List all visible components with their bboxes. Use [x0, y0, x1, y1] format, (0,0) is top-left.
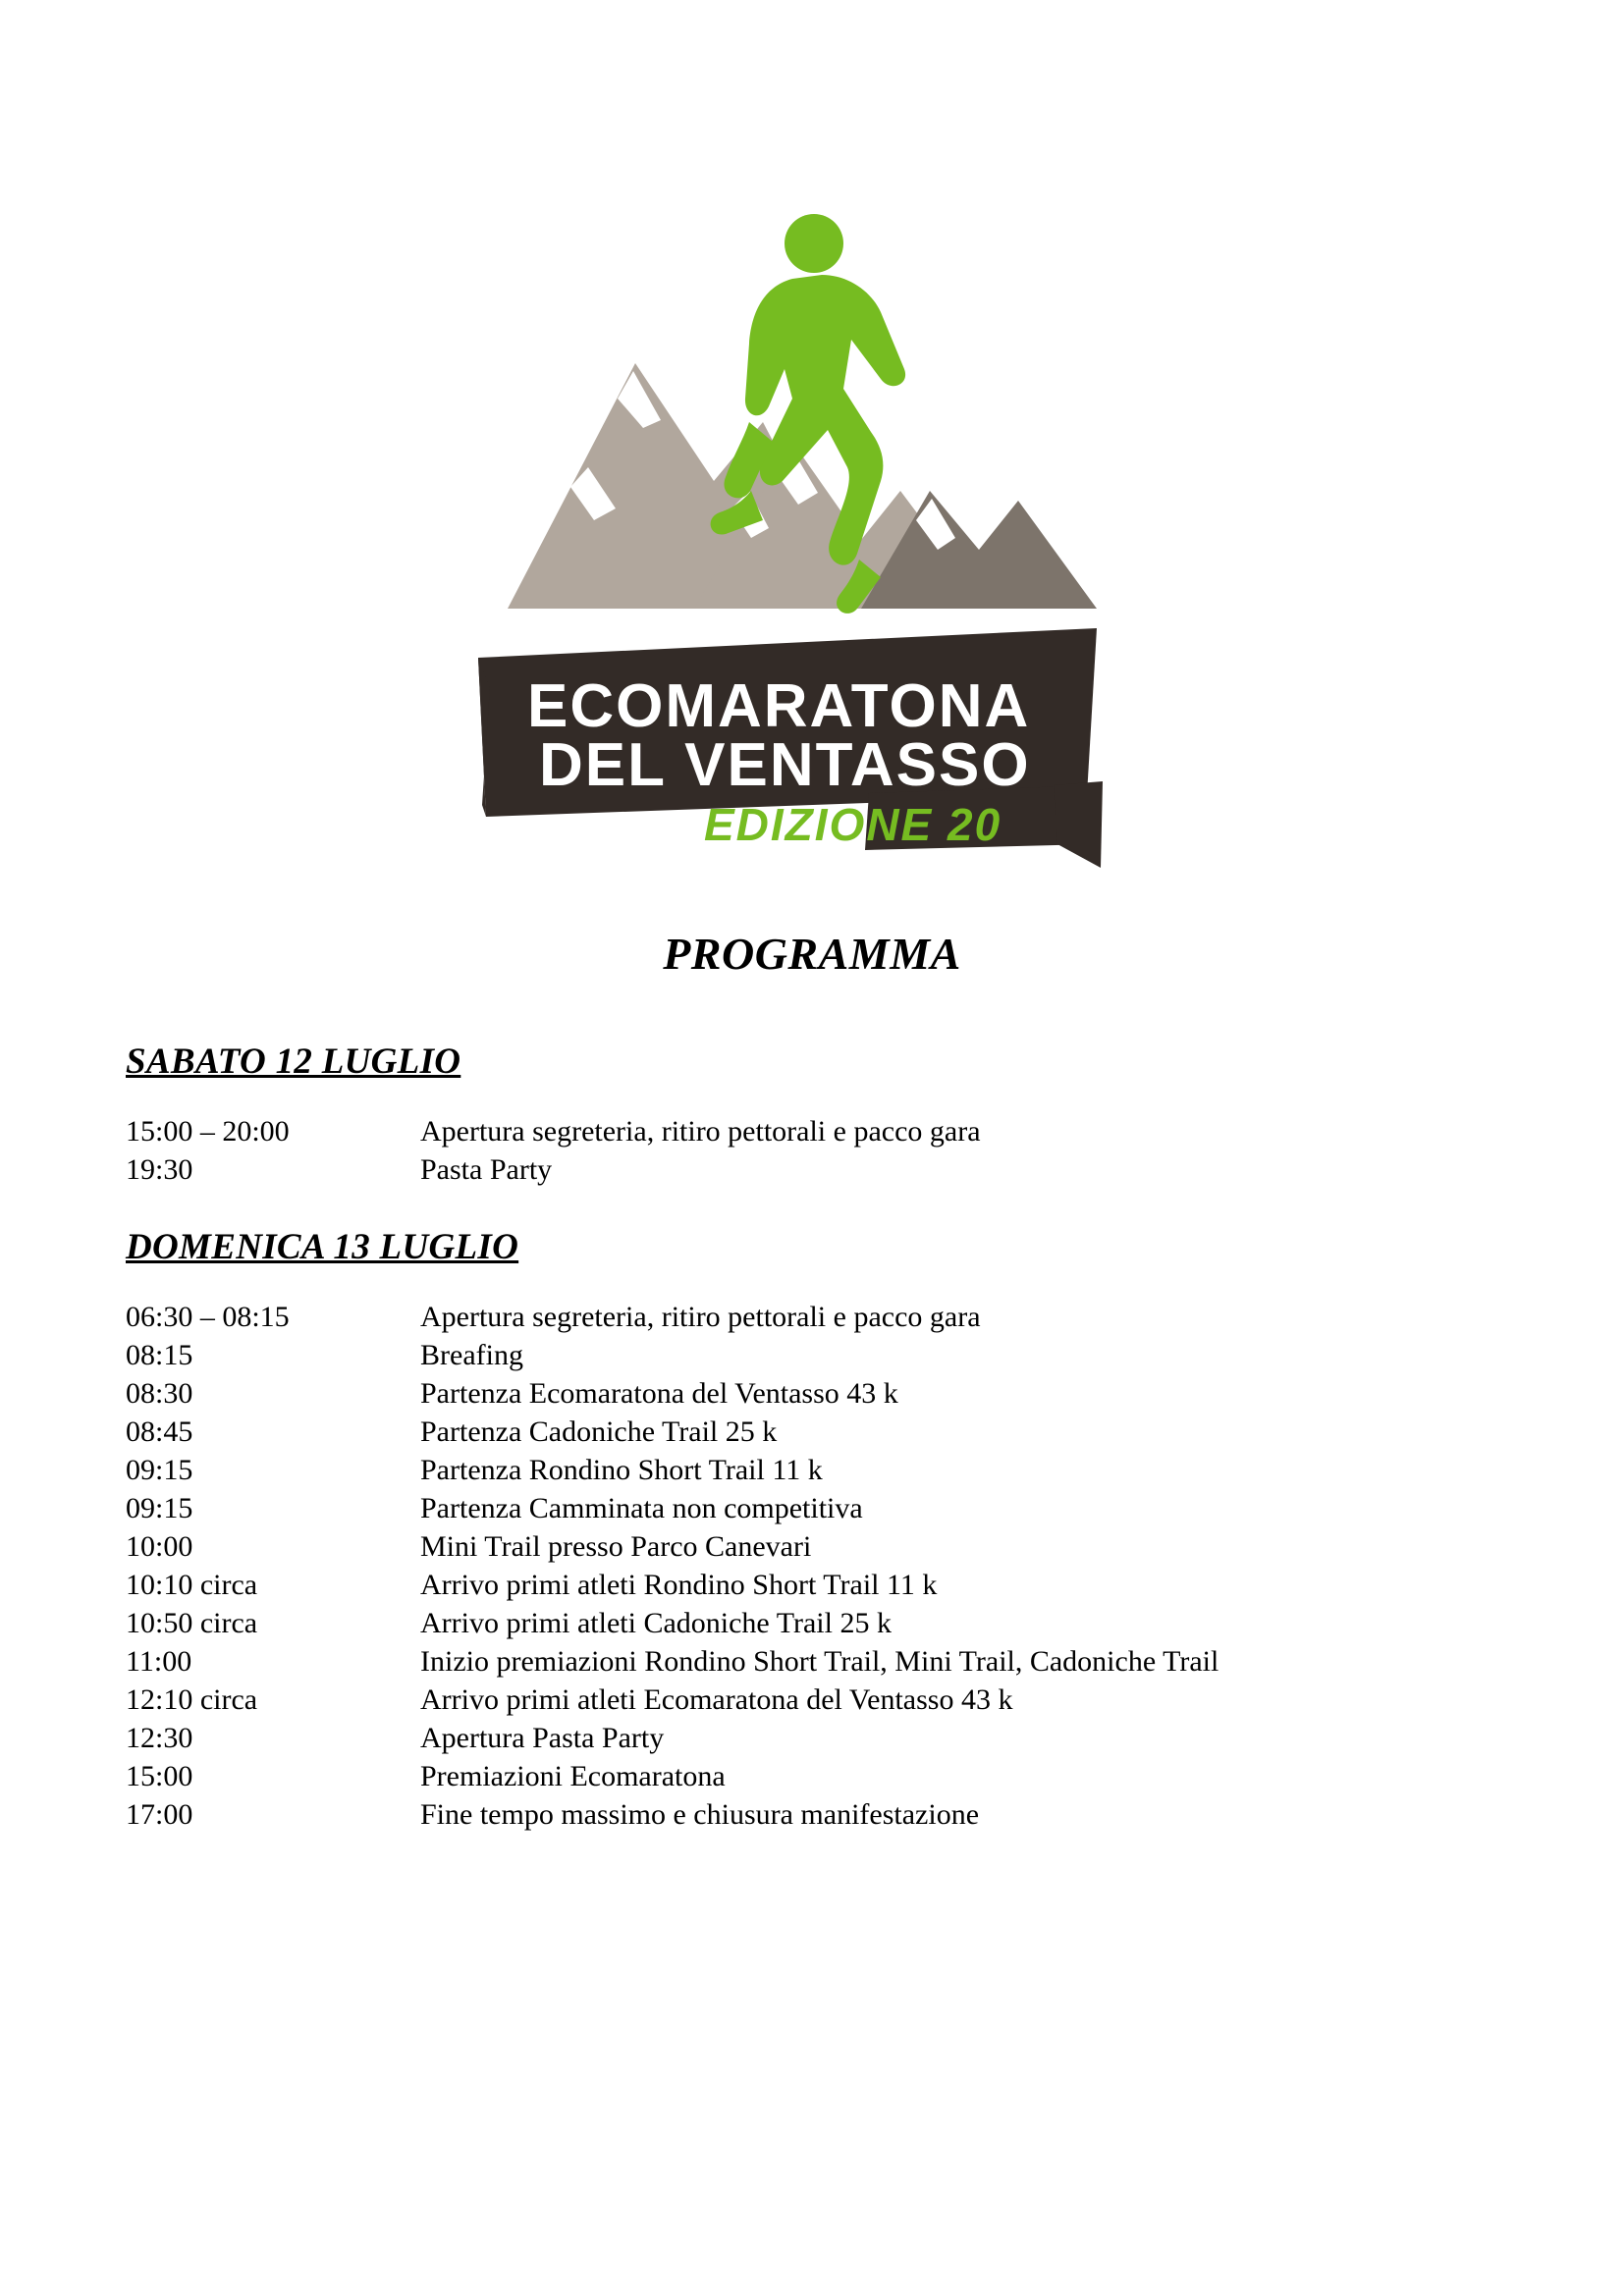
schedule-description: Partenza Ecomaratona del Ventasso 43 k	[420, 1377, 898, 1410]
schedule-time: 08:15	[126, 1339, 193, 1371]
schedule-description: Arrivo primi atleti Rondino Short Trail 11 k	[420, 1569, 938, 1601]
schedule-row	[126, 1374, 1520, 1413]
schedule-row	[126, 1451, 1520, 1489]
schedule-description: Breafing	[420, 1339, 523, 1371]
schedule-time: 09:15	[126, 1454, 193, 1486]
schedule-saturday	[126, 1112, 1520, 1189]
schedule-description: Arrivo primi atleti Ecomaratona del Ventasso 43 k	[420, 1683, 1013, 1716]
schedule-description: Premiazioni Ecomaratona	[420, 1760, 726, 1792]
schedule-row	[126, 1795, 1520, 1834]
schedule-row	[126, 1642, 1520, 1681]
ecomaratona-logo-icon	[468, 196, 1156, 883]
schedule-description: Arrivo primi atleti Cadoniche Trail 25 k	[420, 1607, 892, 1639]
schedule-description: Apertura Pasta Party	[420, 1722, 665, 1754]
schedule-row	[126, 1150, 1520, 1189]
schedule-time: 12:30	[126, 1722, 193, 1754]
schedule-row	[126, 1566, 1520, 1604]
schedule-row	[126, 1604, 1520, 1642]
schedule-description: Partenza Camminata non competitiva	[420, 1492, 863, 1524]
schedule-time: 19:30	[126, 1153, 193, 1186]
schedule-time: 15:00	[126, 1760, 193, 1792]
schedule-description: Apertura segreteria, ritiro pettorali e pacco gara	[420, 1115, 981, 1148]
svg-text:DEL VENTASSO: DEL VENTASSO	[539, 731, 1031, 799]
page-title: PROGRAMMA	[663, 929, 961, 979]
svg-text:ECOMARATONA: ECOMARATONA	[527, 672, 1031, 740]
schedule-description: Partenza Rondino Short Trail 11 k	[420, 1454, 823, 1486]
day-heading-sunday: DOMENICA 13 LUGLIO	[126, 1227, 519, 1267]
schedule-time: 10:00	[126, 1530, 193, 1563]
schedule-time: 11:00	[126, 1645, 192, 1678]
schedule-row	[126, 1298, 1520, 1336]
schedule-time: 15:00 – 20:00	[126, 1115, 290, 1148]
schedule-time: 10:10 circa	[126, 1569, 258, 1601]
schedule-row	[126, 1719, 1520, 1757]
schedule-row	[126, 1489, 1520, 1527]
section-sunday	[126, 1226, 1520, 1834]
schedule-description: Apertura segreteria, ritiro pettorali e pacco gara	[420, 1301, 981, 1333]
schedule-time: 08:30	[126, 1377, 193, 1410]
schedule-row	[126, 1527, 1520, 1566]
svg-text:EDIZIONE 20: EDIZIONE 20	[704, 799, 1002, 850]
schedule-row	[126, 1413, 1520, 1451]
schedule-row	[126, 1112, 1520, 1150]
programme-content	[126, 1041, 1520, 1871]
schedule-description: Pasta Party	[420, 1153, 553, 1186]
schedule-description: Inizio premiazioni Rondino Short Trail, Mini Trail, Cadoniche Trail	[420, 1645, 1219, 1678]
day-heading-saturday: SABATO 12 LUGLIO	[126, 1041, 461, 1082]
logo-graphic	[468, 196, 1156, 888]
schedule-time: 06:30 – 08:15	[126, 1301, 290, 1333]
schedule-time: 12:10 circa	[126, 1683, 258, 1716]
schedule-description: Mini Trail presso Parco Canevari	[420, 1530, 812, 1563]
schedule-time: 10:50 circa	[126, 1607, 258, 1639]
schedule-row	[126, 1757, 1520, 1795]
event-logo	[0, 196, 1624, 923]
schedule-description: Fine tempo massimo e chiusura manifestazione	[420, 1798, 980, 1831]
schedule-description: Partenza Cadoniche Trail 25 k	[420, 1415, 778, 1448]
schedule-sunday	[126, 1298, 1520, 1834]
schedule-row	[126, 1681, 1520, 1719]
section-saturday	[126, 1041, 1520, 1189]
schedule-time: 17:00	[126, 1798, 193, 1831]
schedule-row	[126, 1336, 1520, 1374]
schedule-time: 08:45	[126, 1415, 193, 1448]
schedule-time: 09:15	[126, 1492, 193, 1524]
